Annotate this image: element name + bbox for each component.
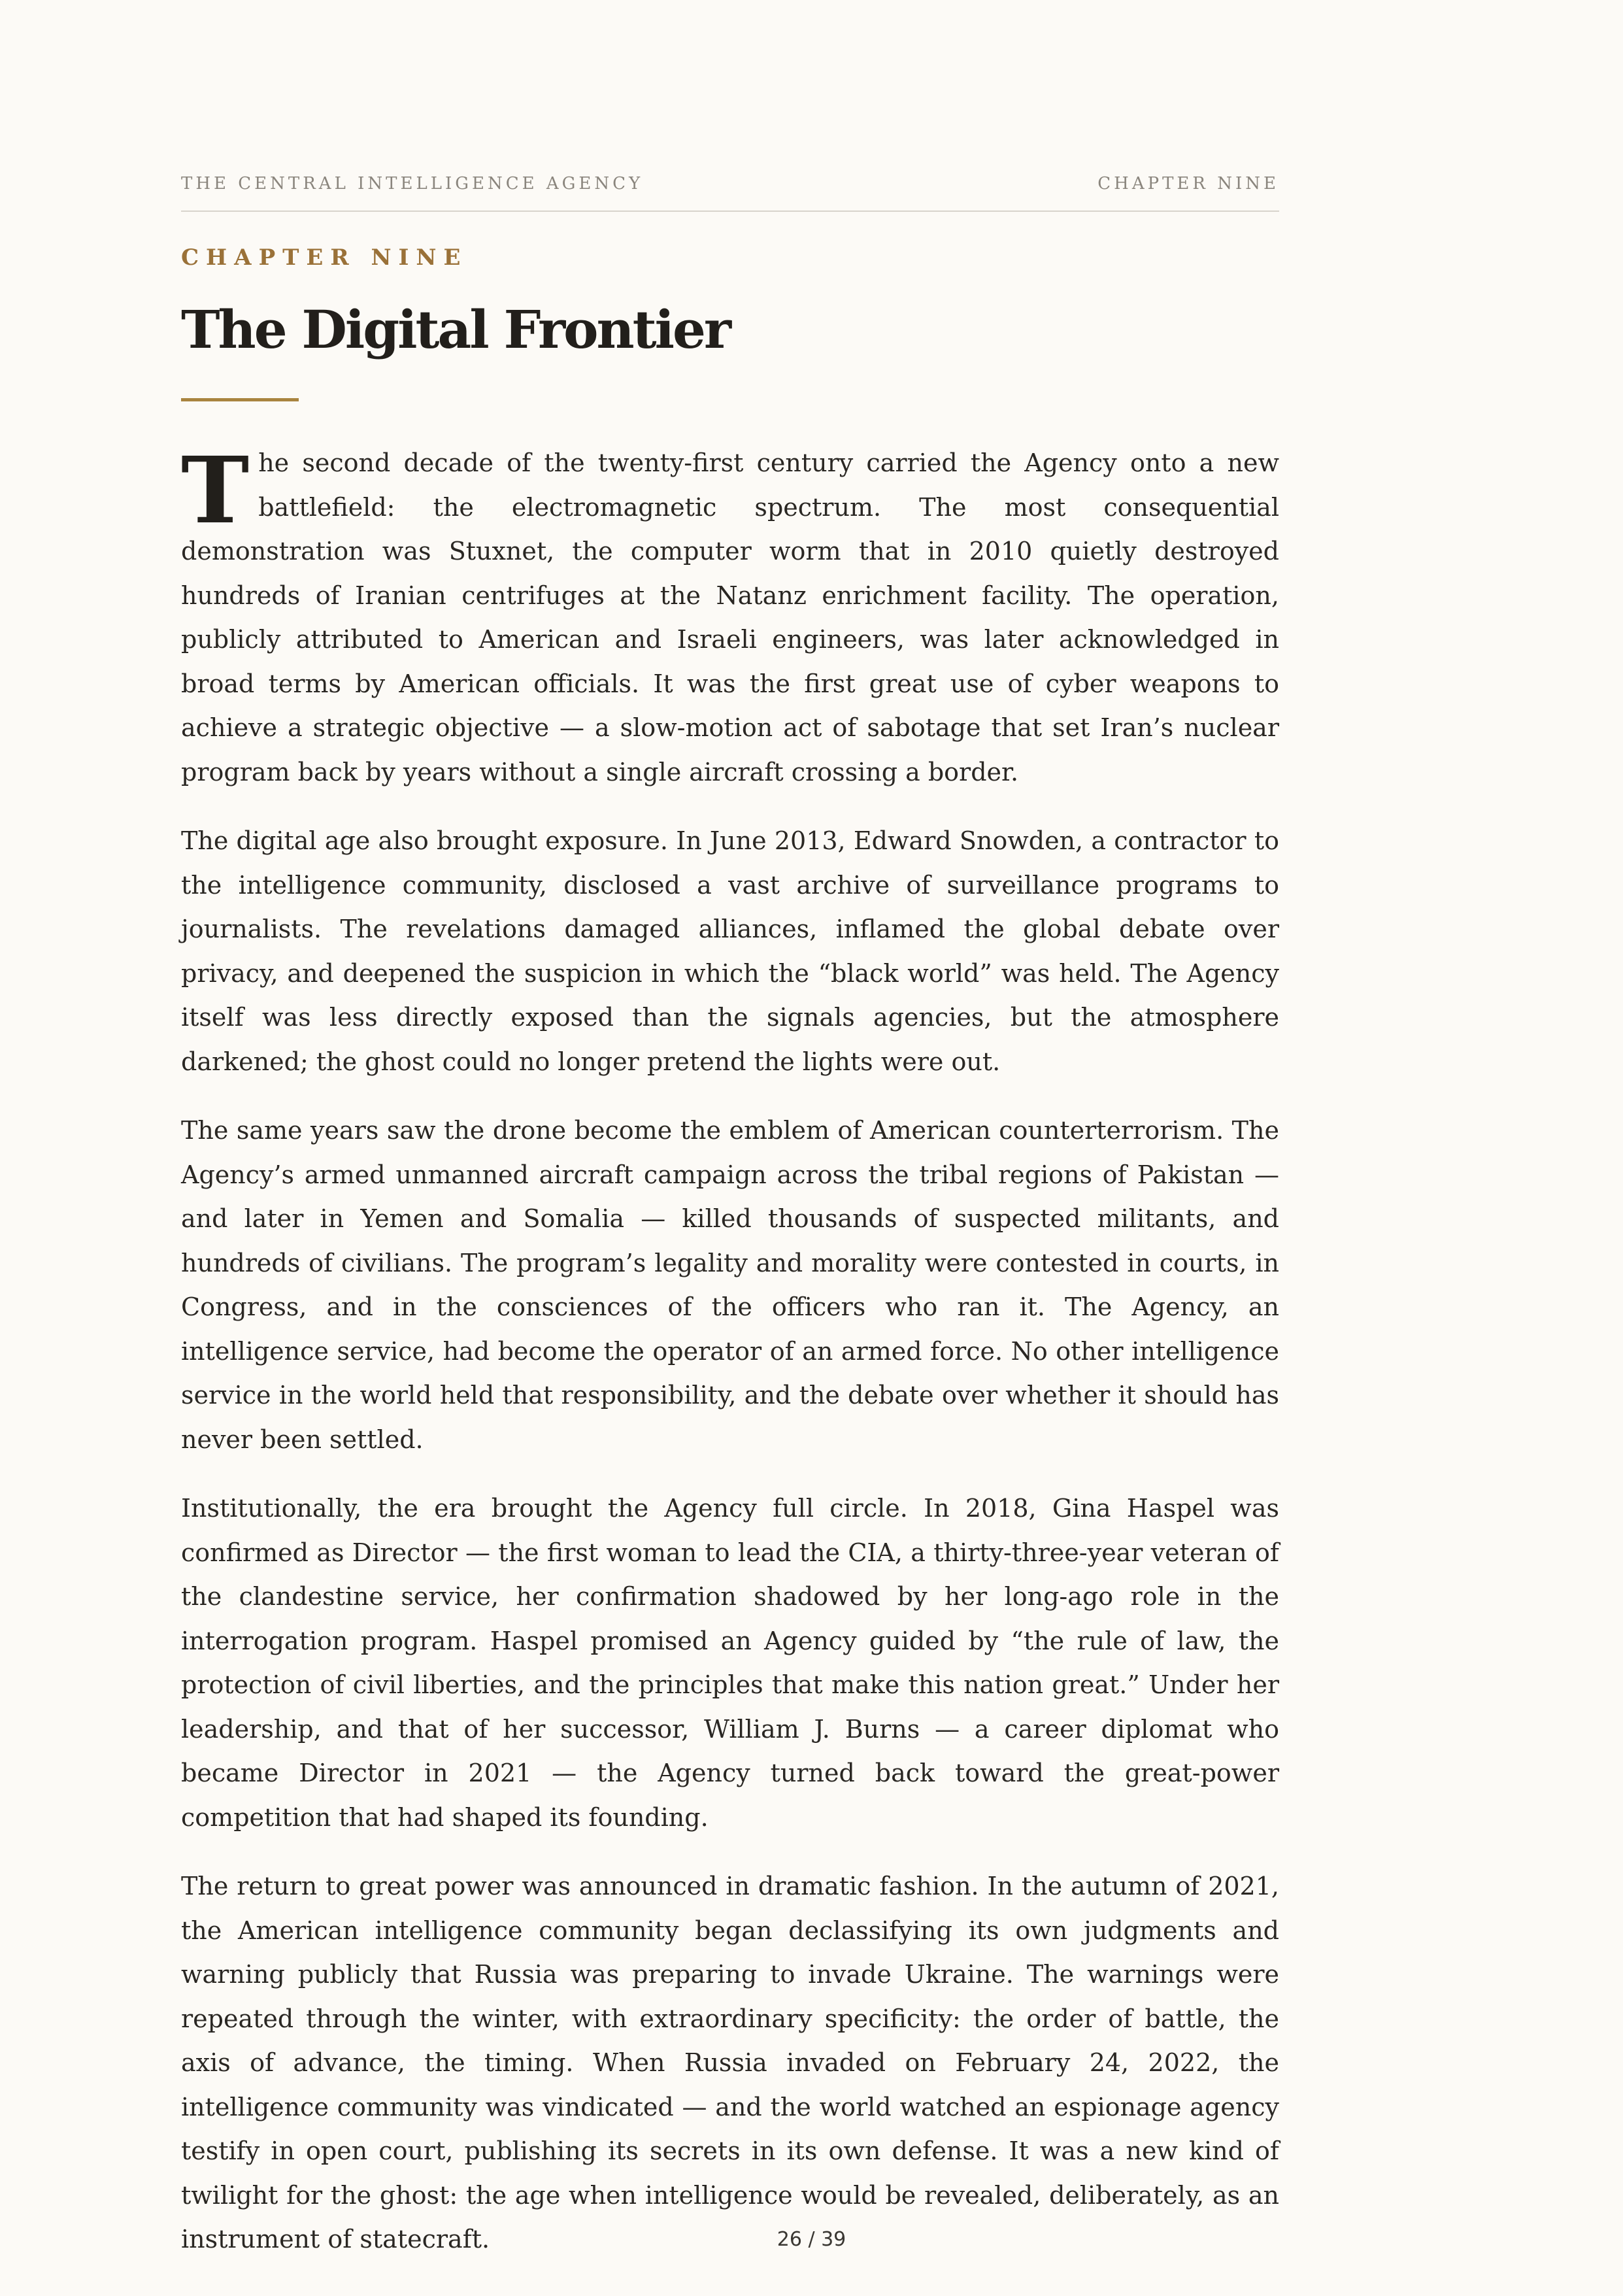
page-number: 26 / 39 xyxy=(777,2228,846,2251)
running-header-title: THE CENTRAL INTELLIGENCE AGENCY xyxy=(181,174,644,194)
paragraph-3: The same years saw the drone become the emblem of American counterterrorism. The Agency’s armed unmanned aircraft campaign across the tribal regions of Pakistan — and later in Yemen and Somalia — killed thousands of suspected militants, and hundreds of civilians. The program’s legality and morality were contested in courts, in Congress, and in the consciences of the officers who ran it. The Agency, an intelligence service, had become the operator of an armed force. No other intelligence service in the world held that responsibility, and the debate over whether it should has never been settled. xyxy=(181,1116,1279,1454)
paragraph-4: Institutionally, the era brought the Agency full circle. In 2018, Gina Haspel was confirmed as Director — the first woman to lead the CIA, a thirty-three-year veteran of the clandestine service, her confirmation shadowed by her long-ago role in the interrogation program. Haspel promised an Agency guided by “the rule of law, the protection of civil liberties, and the principles that make this nation great.” Under her leadership, and that of her successor, William J. Burns — a career diplomat who became Director in 2021 — the Agency turned back toward the great-power competition that had shaped its founding. xyxy=(181,1494,1279,1832)
chapter-title: The Digital Frontier xyxy=(181,299,730,360)
chapter-body xyxy=(181,437,1279,2287)
title-divider xyxy=(181,398,299,401)
chapter-label: CHAPTER NINE xyxy=(181,245,468,271)
running-header-chapter: CHAPTER NINE xyxy=(1097,174,1279,194)
paragraph-1-text: he second decade of the twenty-first century carried the Agency onto a new battlefield: the electromagnetic spectrum. The most consequential demonstration was Stuxnet, the computer worm that in 2010 quietly destroyed hundreds of Iranian centrifuges at the Natanz enrichment facility. The operation, publicly attributed to American and Israeli engineers, was later acknowledged in broad terms by American officials. It was the first great use of cyber weapons to achieve a strategic objective — a slow-motion act of sabotage that set Iran’s nuclear program back by years without a single aircraft crossing a border. xyxy=(181,448,1279,786)
running-header xyxy=(181,171,1279,212)
drop-cap: T xyxy=(181,437,250,545)
paragraph-2: The digital age also brought exposure. In June 2013, Edward Snowden, a contractor to the intelligence community, disclosed a vast archive of surveillance programs to journalists. The revelations damaged alliances, inflamed the global debate over privacy, and deepened the suspicion in which the “black world” was held. The Agency itself was less directly exposed than the signals agencies, but the atmosphere darkened; the ghost could no longer pretend the lights were out. xyxy=(181,826,1279,1076)
paragraph-1 xyxy=(181,437,1279,794)
paragraph-5: The return to great power was announced in dramatic fashion. In the autumn of 2021, the American intelligence community began declassifying its own judgments and warning publicly that Russia was preparing to invade Ukraine. The warnings were repeated through the winter, with extraordinary specificity: the order of battle, the axis of advance, the timing. When Russia invaded on February 24, 2022, the intelligence community was vindicated — and the world watched an espionage agency testify in open court, publishing its secrets in its own defense. It was a new kind of twilight for the ghost: the age when intelligence would be revealed, deliberately, as an instrument of statecraft. xyxy=(181,1872,1279,2254)
